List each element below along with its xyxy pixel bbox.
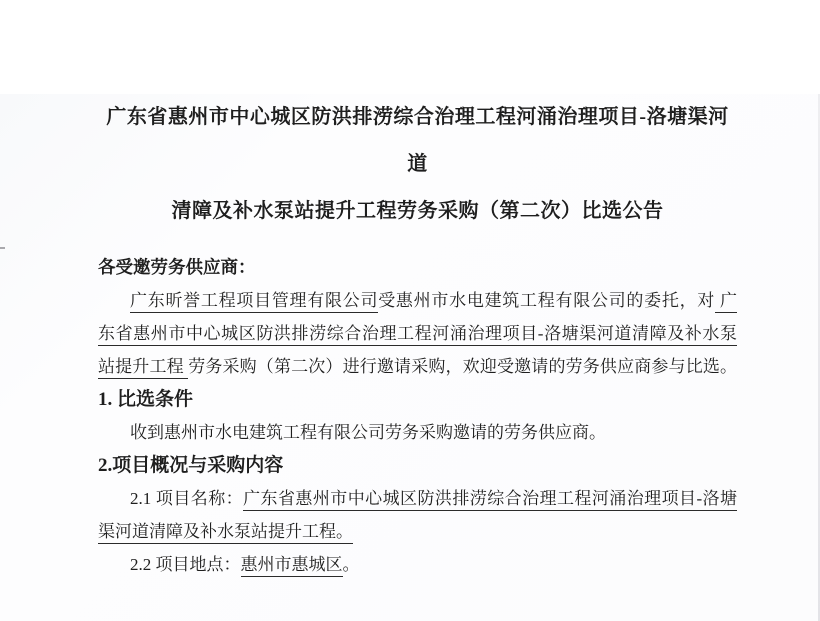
underlined-text: 广东省惠州市中心城区防洪排涝综合治理工程河涌治理项目-洛塘	[243, 489, 737, 511]
plain-text: 2.1 项目名称：	[130, 489, 244, 508]
plain-text: 2.2 项目地点：	[130, 555, 241, 574]
document-title	[98, 94, 737, 235]
intro-paragraph-line3	[98, 350, 737, 383]
section-1-heading: 1. 比选条件	[98, 389, 194, 410]
item-2-1-line2	[98, 515, 737, 548]
document-body	[98, 251, 737, 581]
document-title-line2: 清障及补水泵站提升工程劳务采购（第二次）比选公告	[171, 200, 664, 222]
item-2-1-line1	[98, 482, 737, 515]
underlined-text: 东省惠州市中心城区防洪排涝综合治理工程河涌治理项目-洛塘渠河道清障及补水泵	[98, 324, 737, 346]
plain-text: 。	[342, 555, 360, 574]
plain-text: 劳务采购（第二次）进行邀请采购，欢迎受邀请的劳务供应商参与比选。	[188, 357, 738, 376]
item-2-2-line	[98, 548, 737, 581]
underlined-text: 渠河道清障及补水泵站提升工程。	[98, 522, 353, 544]
document-title-line1: 广东省惠州市中心城区防洪排涝综合治理工程河涌治理项目-洛塘渠河道	[106, 106, 729, 175]
section-1-body: 收到惠州市水电建筑工程有限公司劳务采购邀请的劳务供应商。	[130, 423, 606, 442]
intro-paragraph-line1	[98, 284, 737, 317]
underlined-text: 广	[715, 291, 737, 313]
underlined-text: 站提升工程	[98, 357, 188, 379]
scan-artifact-mark	[0, 247, 5, 249]
underlined-text: 惠州市惠城区	[241, 555, 343, 577]
salutation: 各受邀劳务供应商：	[98, 257, 256, 277]
underlined-text: 广东昕誉工程项目管理有限公司	[130, 291, 378, 313]
intro-paragraph-line2	[98, 317, 737, 350]
scanned-document-page	[0, 94, 820, 621]
plain-text: 受惠州市水电建筑工程有限公司的委托，对	[378, 291, 716, 310]
section-2-heading: 2.项目概况与采购内容	[98, 455, 284, 476]
